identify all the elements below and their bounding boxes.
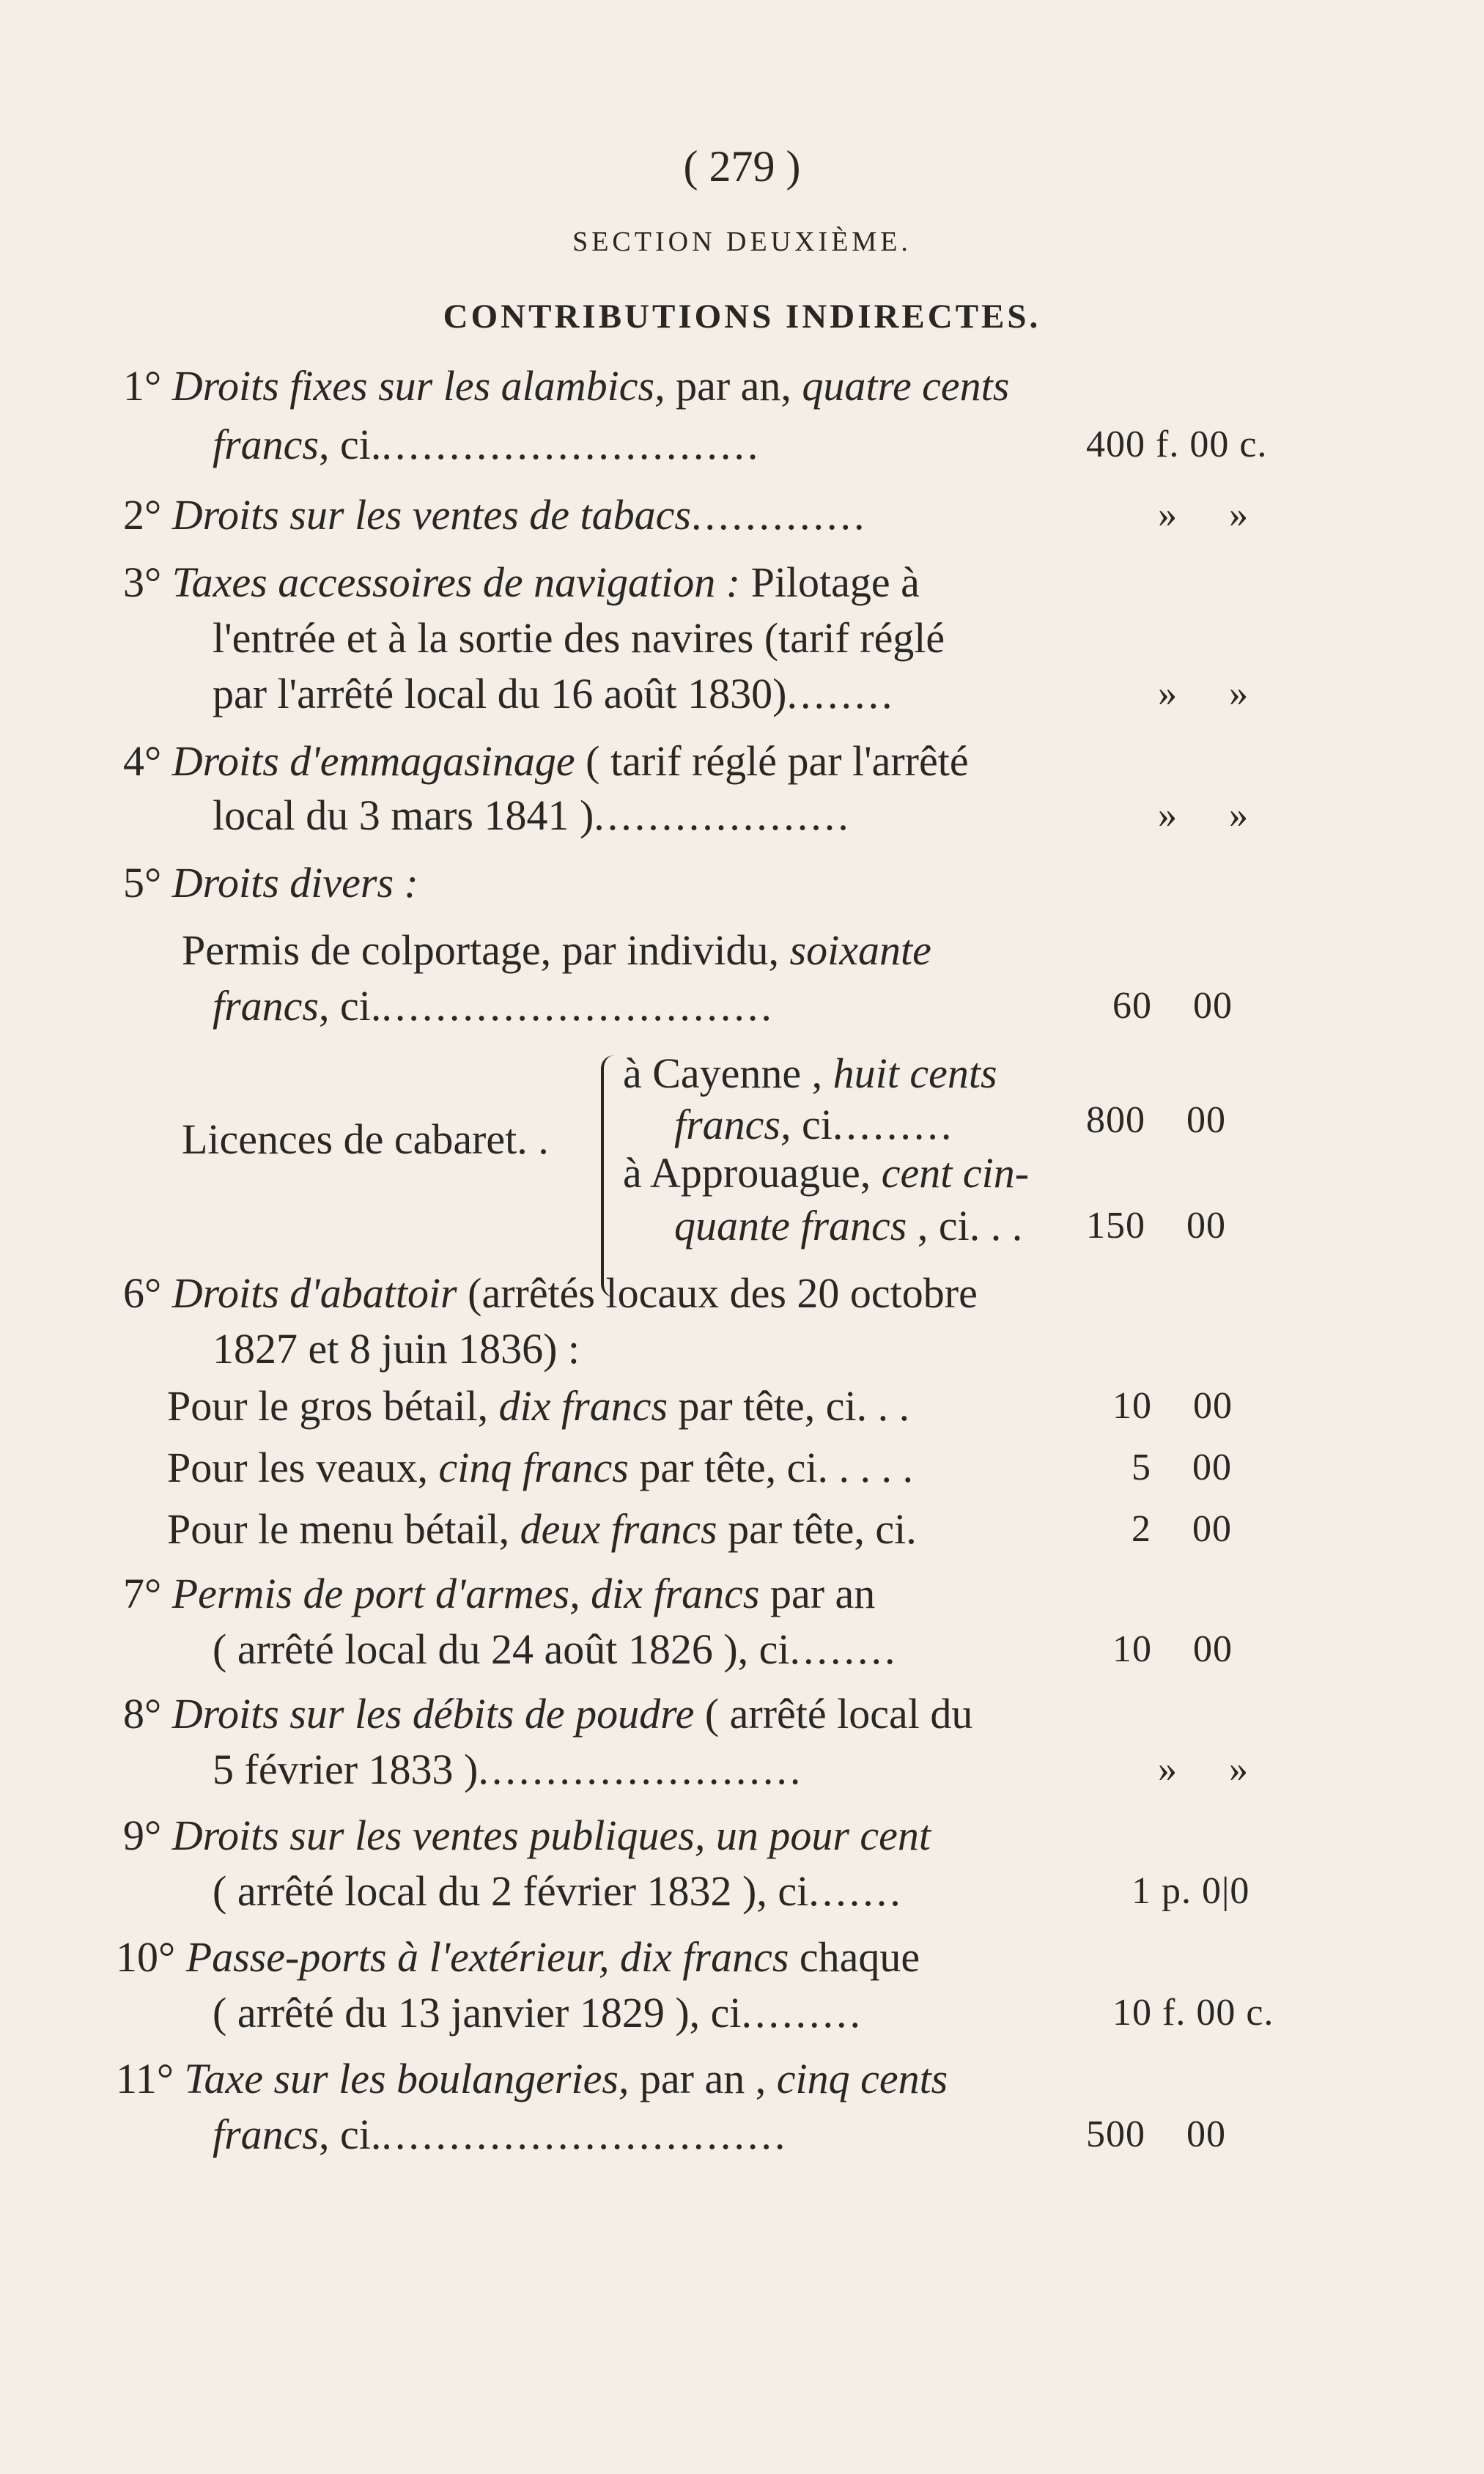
item-label: Permis de port d'armes, [171,1570,580,1617]
item-number: 11° [116,2055,174,2102]
item-text: à Approuague, [623,1149,882,1197]
item-text: par l'arrêté local du 16 août 1830) [213,670,787,717]
item-amount: 1 p. 0|0 [1132,1870,1250,1912]
item-number: 8° [123,1690,162,1738]
item-amount: 10 00 [1112,1385,1233,1427]
leader-dots: ......... [741,1989,863,2037]
amount-in-words: un pour cent [705,1812,931,1859]
item-text: local du 3 mars 1841 ) [213,791,594,839]
leader-dots: ............. [690,491,868,539]
item-text: à Cayenne , [623,1049,833,1097]
licences-label: Licences de cabaret. . [182,1115,549,1163]
item-amount: 60 00 [1112,985,1233,1027]
item-text: Pour les veaux, [167,1444,439,1491]
item-text: par tête, ci. . . . . [628,1444,913,1491]
amount-in-words: francs, [674,1101,791,1148]
item-text: ci [791,1101,833,1148]
amount-in-words: francs [213,2111,319,2158]
item-text: 1827 et 8 juin 1836) : [213,1325,580,1373]
item-text: ( arrêté local du 24 août 1826 ), ci [213,1625,790,1673]
item-amount: 5 00 [1132,1447,1232,1488]
item-number: 5° [123,859,162,906]
item-number: 10° [116,1933,176,1981]
item-text: par tête, ci. . . [668,1382,910,1430]
item-text: ( arrêté du 13 janvier 1829 ), ci [213,1989,742,2037]
brace-divider [601,1055,623,1297]
item-text: , ci. [319,2111,382,2158]
item-text: par tête, ci. [717,1505,917,1553]
item-text: , ci. [319,982,382,1030]
item-text: 5 février 1833 ) [213,1746,479,1793]
item-amount: 10 00 [1112,1628,1233,1670]
leader-dots: ........................ [478,1746,804,1793]
item-number: 2° [123,491,162,539]
item-number: 1° [123,362,162,410]
item-text: (arrêtés locaux des 20 octobre [457,1269,978,1317]
item-amount: » » [1158,673,1249,714]
item-text: par an [759,1570,876,1617]
amount-in-words: soixante [789,926,931,974]
item-text: par an , [629,2055,777,2102]
item-label: Taxe sur les boulangeries, [184,2055,630,2102]
item-text: Permis de colportage, par individu, [182,926,790,974]
item-label: Taxes accessoires de navigation : [171,558,741,606]
item-text: Pour le menu bétail, [167,1505,520,1553]
item-label: Droits d'abattoir [171,1269,457,1317]
item-amount: » » [1158,1749,1249,1790]
amount-in-words: cinq francs [438,1444,629,1491]
item-amount: 2 00 [1132,1508,1232,1550]
item-text: Pilotage à [740,558,920,606]
item-number: 4° [123,737,162,785]
item-label: Droits divers : [171,859,418,906]
item-amount: 400 f. 00 c. [1086,424,1268,465]
item-text: chaque [789,1933,920,1981]
leader-dots: ............................ [381,421,761,468]
leader-dots: .............................. [381,2111,789,2158]
item-number: 9° [123,1812,162,1859]
leader-dots: ......... [832,1101,955,1148]
amount-in-words: dix francs [609,1933,789,1981]
item-label: Droits sur les débits de poudre [171,1690,695,1738]
item-text: , ci. . . [907,1202,1023,1249]
amount-in-words: dix francs [498,1382,668,1430]
item-number: 3° [123,558,162,606]
item-amount: 150 00 [1086,1205,1226,1247]
item-text: ( arrêté local du 2 février 1832 ), ci [213,1867,809,1915]
section-heading: SECTION DEUXIÈME. [572,226,912,257]
amount-in-words: francs [213,982,319,1030]
item-amount: 800 00 [1086,1099,1226,1141]
item-text: ( arrêté local du [694,1690,973,1738]
item-text: par an, [665,362,802,410]
item-amount: 10 f. 00 c. [1112,1992,1274,2034]
item-amount: » » [1158,794,1249,836]
item-label: Droits fixes sur les alambics, [171,362,665,410]
item-amount: 500 00 [1086,2113,1226,2155]
leader-dots: ............................. [381,982,775,1030]
page-title: CONTRIBUTIONS INDIRECTES. [443,298,1041,336]
amount-in-words: quatre cents [802,362,1010,410]
amount-in-words: cent cin- [881,1149,1030,1197]
leader-dots: ................... [594,791,852,839]
item-number: 7° [123,1570,162,1617]
item-text: , ci. [319,421,382,468]
item-text: l'entrée et à la sortie des navires (tarif réglé [213,614,945,662]
item-amount: » » [1158,494,1249,536]
item-text: Pour le gros bétail, [167,1382,499,1430]
amount-in-words: quante francs [674,1202,907,1249]
leader-dots: ........ [789,1625,898,1673]
amount-in-words: huit cents [833,1049,997,1097]
amount-in-words: cinq cents [776,2055,948,2102]
amount-in-words: dix francs [580,1570,760,1617]
item-label: Droits sur les ventes publiques, [171,1812,706,1859]
page-number: ( 279 ) [683,142,801,191]
item-number: 6° [123,1269,162,1317]
leader-dots: ....... [808,1867,904,1915]
item-label: Droits d'emmagasinage [171,737,575,785]
item-label: Passe-ports à l'extérieur, [185,1933,610,1981]
item-label: Droits sur les ventes de tabacs [171,491,691,539]
amount-in-words: francs [213,421,319,468]
item-text: ( tarif réglé par l'arrêté [575,737,969,785]
leader-dots: ........ [786,670,896,717]
amount-in-words: deux francs [520,1505,717,1553]
